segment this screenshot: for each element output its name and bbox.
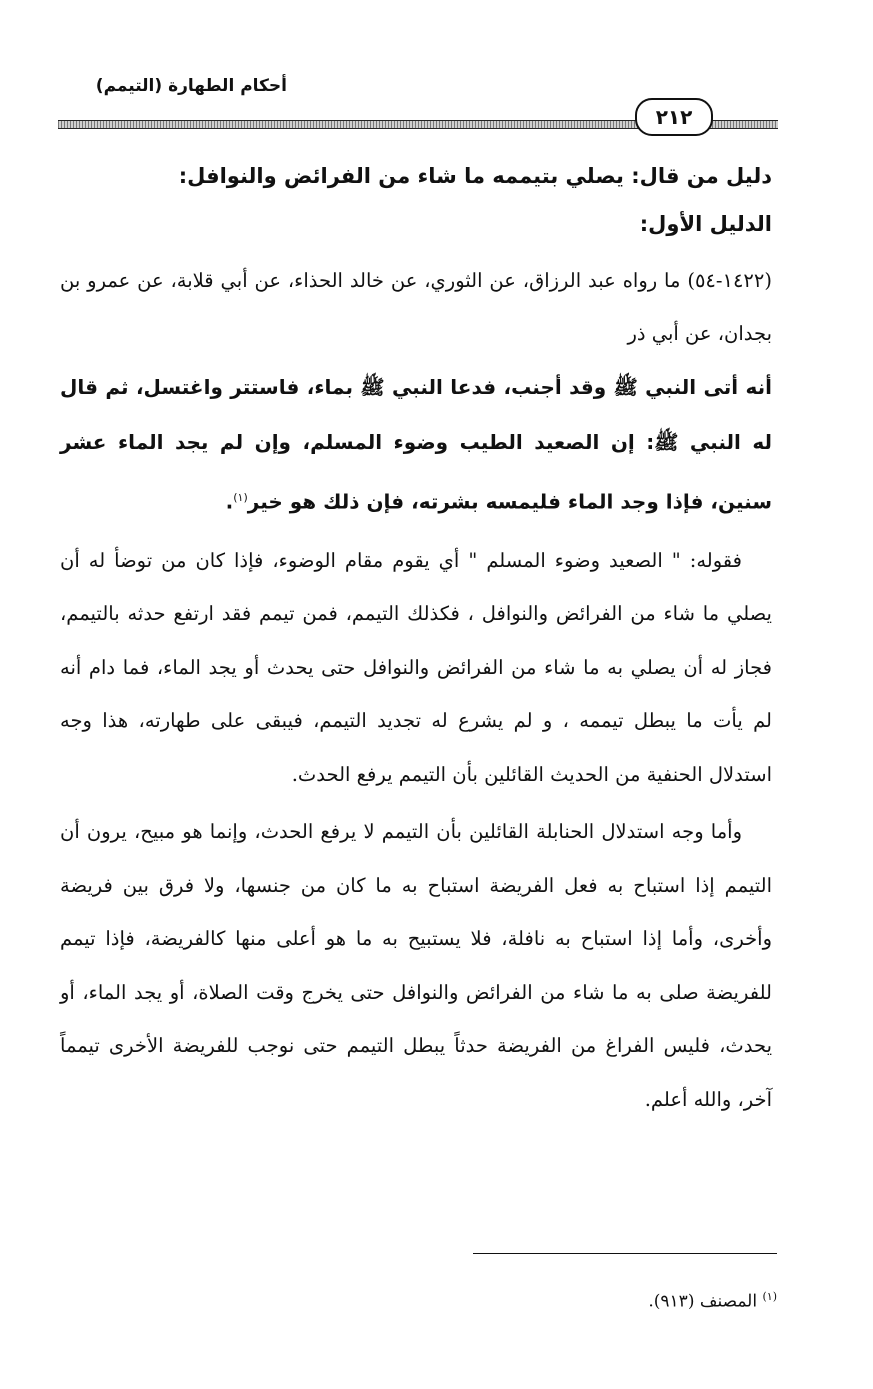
paragraph-hanafi: فقوله: " الصعيد وضوء المسلم " أي يقوم مقام الوضوء، فإذا كان من توضأ له أن يصلي ما شاء من الفرائض والنوافل ، فكذلك التيمم، فمن تيمم فقد ارتفع حدثه بالتيمم، فجاز له أن يصلي به ما شاء من الفرائض والنوافل حتى يحدث أو يجد الماء، فما دام أنه لم يأت ما يبطل تيممه ، و لم يشرع له تجديد التيمم، فيبقى على طهارته، هذا وجه استدلال الحنفية من الحديث القائلين بأن التيمم يرفع الحدث.: [60, 548, 772, 786]
footnote-text: المصنف (٩١٣).: [648, 1291, 758, 1312]
hadith-text: [60, 360, 772, 530]
footnote-reference: (١): [233, 491, 248, 504]
footnote: [648, 1290, 777, 1312]
main-content: [60, 152, 772, 1126]
narration-chain: (١٤٢٢-٥٤) ما رواه عبد الرزاق، عن الثوري، عن خالد الحذاء، عن أبي قلابة، عن عمرو بن بجدان، عن أبي ذر: [60, 269, 772, 345]
footnote-rule: [473, 1253, 777, 1254]
hadith-body: أنه أتى النبي ﷺ وقد أجنب، فدعا النبي ﷺ بماء، فاستتر واغتسل، ثم قال له النبي ﷺ: إن الصعيد الطيب وضوء المسلم، وإن لم يجد الماء عشر سنين، فإذا وجد الماء فليمسه بشرته، فإن ذلك هو خير: [60, 375, 772, 514]
page-number: ٢١٢: [635, 98, 713, 136]
running-header-title: أحكام الطهارة (التيمم): [95, 76, 287, 96]
section-heading: دليل من قال: يصلي بتيممه ما شاء من الفرائض والنوافل:: [178, 164, 772, 188]
hadith-end: .: [225, 489, 234, 514]
section-subheading: الدليل الأول:: [639, 212, 772, 236]
paragraph-hanbali: وأما وجه استدلال الحنابلة القائلين بأن التيمم لا يرفع الحدث، وإنما هو مبيح، يرون أن التيمم إذا استباح به فعل الفريضة استباح به ما كان من جنسها، ولا فرق بين فريضة وأخرى، وأما إذا استباح به نافلة، فلا يستبيح به ما هو أعلى منها كالفريضة، فإذا تيمم للفريضة صلى به ما شاء من الفرائض والنوافل حتى يخرج وقت الصلاة، أو يجد الماء، أو يحدث، فليس الفراغ من الفريضة حدثاً يبطل التيمم حتى نوجب للفريضة الأخرى تيمماً آخر، والله أعلم.: [60, 820, 772, 1111]
footnote-marker: (١): [762, 1290, 777, 1303]
